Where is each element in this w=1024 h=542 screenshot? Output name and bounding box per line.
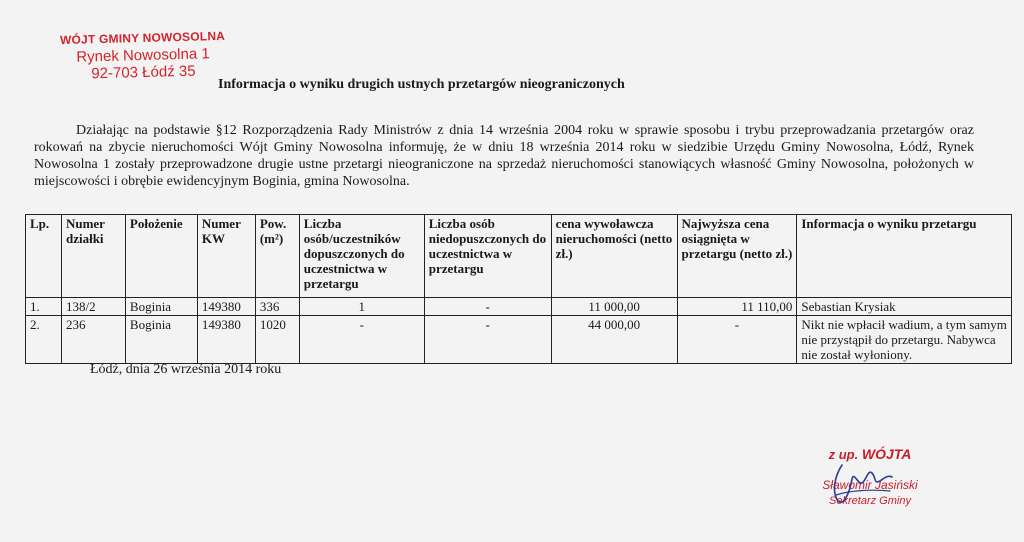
header-najwyzsza-cena: Najwyższa cena osiągnięta w przetargu (netto zł.) <box>677 215 797 298</box>
cell-informacja: Sebastian Krysiak <box>797 298 1012 316</box>
cell-cena-wywolawcza: 44 000,00 <box>551 316 677 364</box>
document-title: Informacja o wyniku drugich ustnych przetargów nieograniczonych <box>218 77 625 92</box>
cell-polozenie: Boginia <box>125 316 197 364</box>
office-stamp <box>57 28 228 83</box>
cell-lp: 1. <box>26 298 62 316</box>
place-and-date: Łódź, dnia 26 września 2014 roku <box>90 362 282 377</box>
auction-results-table <box>25 214 1012 364</box>
header-lp: Lp. <box>26 215 62 298</box>
cell-numer-dzialki: 138/2 <box>61 298 125 316</box>
header-polozenie: Położenie <box>125 215 197 298</box>
header-dopuszczonych: Liczba osób/uczestników dopuszczonych do uczestnictwa w przetargu <box>299 215 424 298</box>
cell-numer-kw: 149380 <box>197 316 255 364</box>
cell-numer-dzialki: 236 <box>61 316 125 364</box>
table-row <box>26 316 1012 364</box>
header-niedopuszczonych: Liczba osób niedopuszczonych do uczestnictwa w przetargu <box>424 215 551 298</box>
cell-najwyzsza-cena: 11 110,00 <box>677 298 797 316</box>
cell-pow: 336 <box>255 298 299 316</box>
cell-niedopuszczonych: - <box>424 298 551 316</box>
table-row <box>26 298 1012 316</box>
header-pow: Pow. (m²) <box>255 215 299 298</box>
stamp-line-3: 92-703 Łódź 35 <box>91 62 196 83</box>
header-numer-dzialki: Numer działki <box>61 215 125 298</box>
cell-polozenie: Boginia <box>125 298 197 316</box>
header-numer-kw: Numer KW <box>197 215 255 298</box>
signature-role-title: WÓJTA <box>861 446 912 462</box>
cell-dopuszczonych: 1 <box>299 298 424 316</box>
cell-najwyzsza-cena: - <box>677 316 797 364</box>
signatory-position: Sekretarz Gminy <box>829 495 911 507</box>
signature-prefix: z up. <box>828 447 859 462</box>
intro-paragraph: Działając na podstawie §12 Rozporządzenia Rady Ministrów z dnia 14 września 2004 roku w sprawie sposobu i trybu przeprowadzania przetargów oraz rokowań na zbycie nieruchomości Wójt Gminy Nowosolna informuję, że w dniu 18 września 2014 roku w siedzibie Urzędu Gminy Nowosolna, Łódź, Rynek Nowosolna 1 zostały przeprowadzone drugie ustne przetargi nieograniczone na sprzedaż nieruchomości stanowiących własność Gminy Nowosolna, położonych w miejscowości i obrębie ewidencyjnym Boginia, gmina Nowosolna. <box>34 123 974 189</box>
table-header-row <box>26 215 1012 298</box>
cell-numer-kw: 149380 <box>197 298 255 316</box>
cell-cena-wywolawcza: 11 000,00 <box>551 298 677 316</box>
cell-informacja: Nikt nie wpłacił wadium, a tym samym nie przystąpił do przetargu. Nabywca nie został wyłoniony. <box>797 316 1012 364</box>
stamp-line-1: WÓJT GMINY NOWOSOLNA <box>59 28 226 48</box>
signatory-name: Sławomir Jasiński <box>822 478 918 492</box>
cell-niedopuszczonych: - <box>424 316 551 364</box>
cell-lp: 2. <box>26 316 62 364</box>
handwritten-signature-icon <box>828 455 898 515</box>
header-informacja: Informacja o wyniku przetargu <box>797 215 1012 298</box>
cell-dopuszczonych: - <box>299 316 424 364</box>
stamp-line-2: Rynek Nowosolna 1 <box>76 45 210 66</box>
cell-pow: 1020 <box>255 316 299 364</box>
header-cena-wywolawcza: cena wywoławcza nieruchomości (netto zł.) <box>551 215 677 298</box>
